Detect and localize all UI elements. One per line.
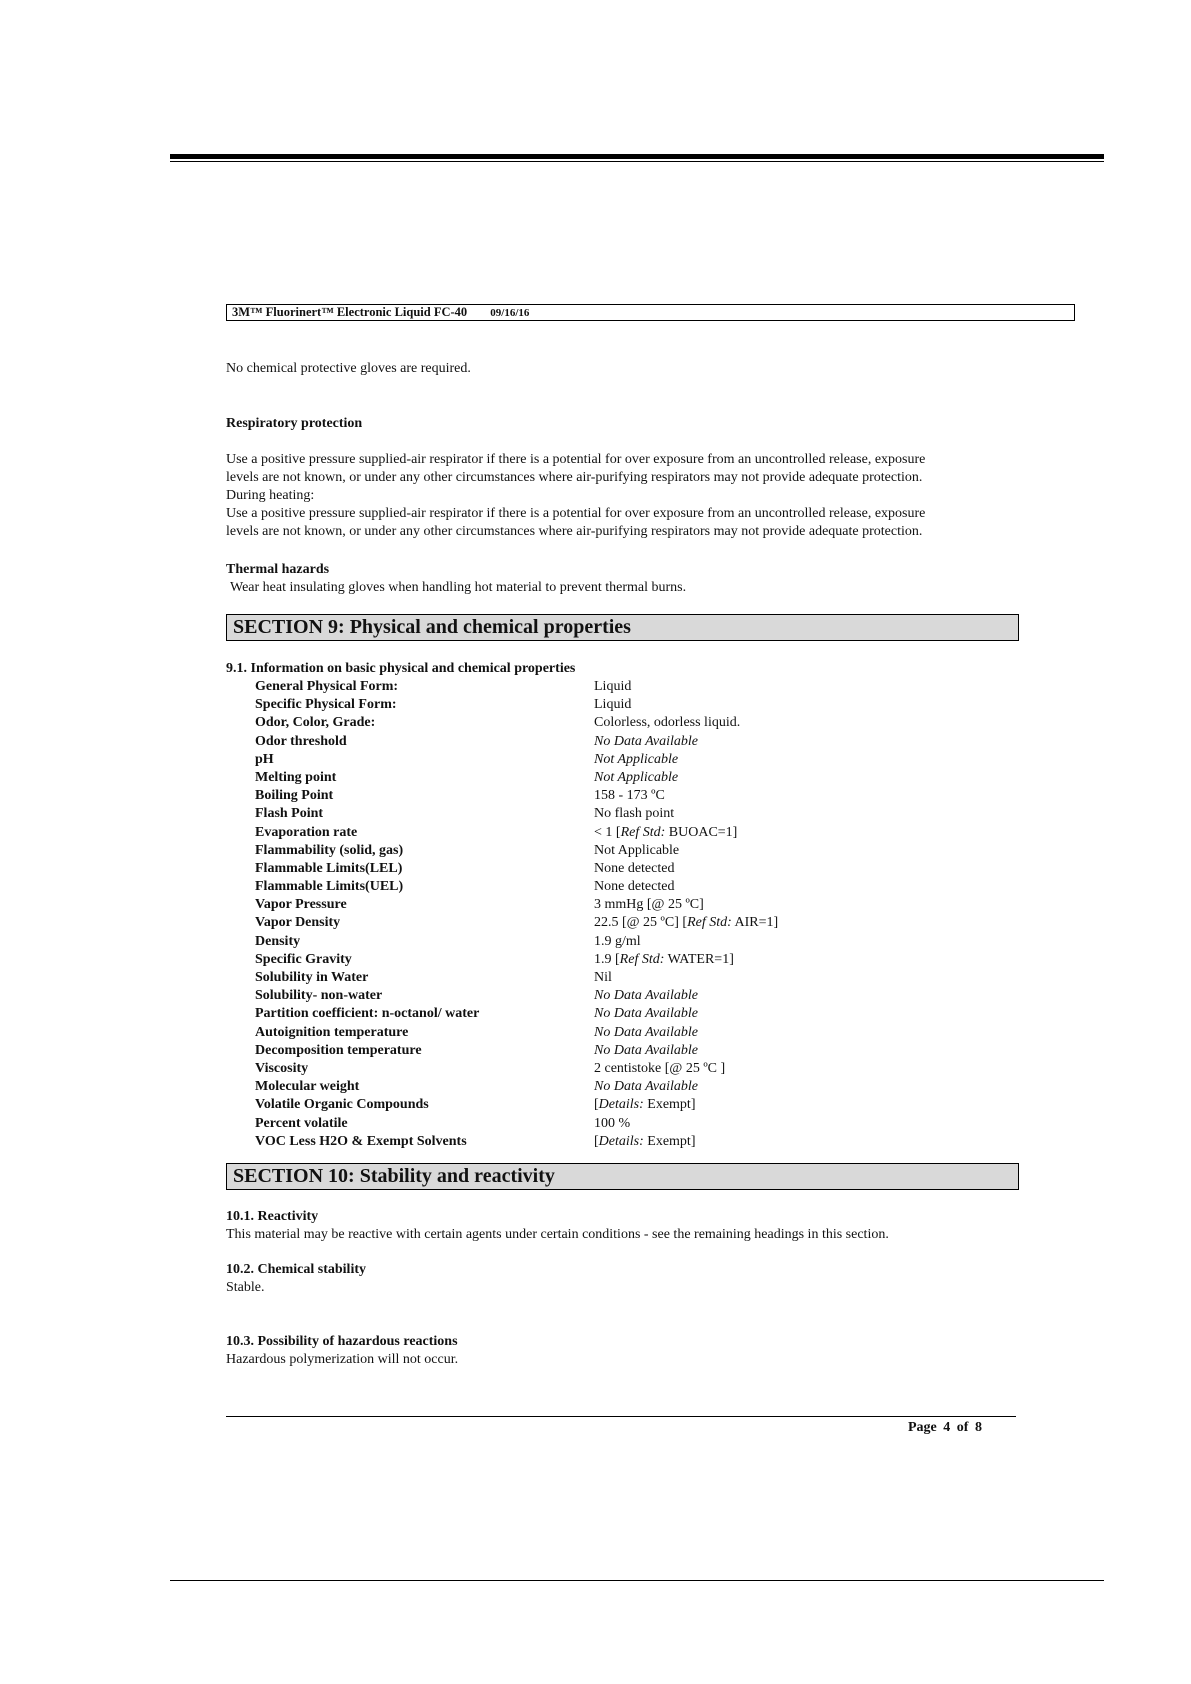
page-current: 4 xyxy=(943,1420,951,1435)
text-line: Use a positive pressure supplied-air respirator if there is a potential for over exposure from an uncontrolled release, exposure xyxy=(226,506,926,521)
property-row xyxy=(226,896,1026,914)
product-name: 3M™ Fluorinert™ Electronic Liquid FC-40 xyxy=(232,305,468,319)
property-label: Flammable Limits(LEL) xyxy=(255,860,403,876)
reactivity-text: This material may be reactive with certain agents under certain conditions - see the remaining headings in this section. xyxy=(226,1227,889,1242)
property-label: Solubility- non-water xyxy=(255,988,383,1004)
property-row xyxy=(226,1060,1026,1078)
property-value: No Data Available xyxy=(594,733,698,749)
property-row xyxy=(226,1078,1026,1096)
property-row xyxy=(226,1133,1026,1151)
property-label: Molecular weight xyxy=(255,1079,360,1095)
property-row xyxy=(226,860,1026,878)
property-label: Viscosity xyxy=(255,1060,309,1076)
property-label: Vapor Density xyxy=(255,915,341,931)
property-value: No Data Available xyxy=(594,1006,698,1022)
page-of-label: of xyxy=(956,1420,969,1435)
document-date: 09/16/16 xyxy=(490,307,530,319)
property-value: Not Applicable xyxy=(594,769,679,785)
property-row xyxy=(226,714,1026,732)
property-value: None detected xyxy=(594,879,675,895)
hazardous-reactions-heading: 10.3. Possibility of hazardous reactions xyxy=(226,1334,458,1349)
property-value: No Data Available xyxy=(594,1079,698,1095)
property-value: 100 % xyxy=(594,1115,631,1131)
property-row xyxy=(226,914,1026,932)
top-double-rule xyxy=(170,154,1104,159)
property-row xyxy=(226,787,1026,805)
top-double-rule-thin xyxy=(170,161,1104,162)
property-label: VOC Less H2O & Exempt Solvents xyxy=(255,1133,467,1149)
respiratory-paragraph-1 xyxy=(226,451,925,541)
property-value: 2 centistoke [@ 25 ºC ] xyxy=(594,1060,726,1076)
property-value: 1.9 g/ml xyxy=(594,933,641,949)
property-label: Decomposition temperature xyxy=(255,1042,422,1058)
property-value: 158 - 173 ºC xyxy=(594,788,665,804)
property-row xyxy=(226,751,1026,769)
section-9-title: SECTION 9: Physical and chemical properties xyxy=(226,614,1019,641)
property-row xyxy=(226,878,1026,896)
thermal-text: Wear heat insulating gloves when handling hot material to prevent thermal burns. xyxy=(230,580,687,595)
property-label: Density xyxy=(255,933,301,949)
property-value: [Details: Exempt] xyxy=(594,1133,696,1149)
section-10-title: SECTION 10: Stability and reactivity xyxy=(226,1163,1019,1190)
property-value: 22.5 [@ 25 ºC] [Ref Std: AIR=1] xyxy=(594,915,779,931)
property-label: Melting point xyxy=(255,769,337,785)
property-label: Percent volatile xyxy=(255,1115,348,1131)
property-row xyxy=(226,733,1026,751)
property-value: None detected xyxy=(594,860,675,876)
property-label: Evaporation rate xyxy=(255,824,358,840)
property-label: Odor, Color, Grade: xyxy=(255,715,376,731)
during-heating-label: During heating: xyxy=(226,488,315,503)
document-header-box xyxy=(226,304,1075,321)
property-row xyxy=(226,951,1026,969)
property-row xyxy=(226,1024,1026,1042)
property-row xyxy=(226,1005,1026,1023)
property-label: Partition coefficient: n-octanol/ water xyxy=(255,1006,480,1022)
property-label: Vapor Pressure xyxy=(255,897,347,913)
property-label: Flammability (solid, gas) xyxy=(255,842,404,858)
property-value: Not Applicable xyxy=(594,842,680,858)
thermal-heading: Thermal hazards xyxy=(226,562,330,577)
property-label: Solubility in Water xyxy=(255,970,369,985)
stability-text: Stable. xyxy=(226,1280,265,1295)
property-row xyxy=(226,987,1026,1005)
text-line: levels are not known, or under any other circumstances where air-purifying respirators may not provide adequate protection. xyxy=(226,470,923,485)
property-value: 1.9 [Ref Std: WATER=1] xyxy=(594,951,734,967)
page-total: 8 xyxy=(974,1420,982,1435)
property-row xyxy=(226,805,1026,823)
reactivity-heading: 10.1. Reactivity xyxy=(226,1209,319,1224)
property-row xyxy=(226,696,1026,714)
property-value: [Details: Exempt] xyxy=(594,1097,696,1113)
footer-rule xyxy=(226,1416,1016,1417)
property-label: Autoignition temperature xyxy=(255,1024,409,1040)
property-label: Specific Gravity xyxy=(255,951,352,967)
properties-table xyxy=(226,678,1026,1151)
property-value: Liquid xyxy=(594,679,632,694)
property-label: Volatile Organic Compounds xyxy=(255,1097,429,1113)
property-row xyxy=(226,842,1026,860)
property-value: Nil xyxy=(594,970,612,985)
property-value: Liquid xyxy=(594,697,632,713)
property-row xyxy=(226,824,1026,842)
property-value: 3 mmHg [@ 25 ºC] xyxy=(594,897,704,913)
property-label: Flash Point xyxy=(255,806,324,822)
stability-heading: 10.2. Chemical stability xyxy=(226,1262,366,1277)
page-number xyxy=(908,1420,982,1436)
property-label: Specific Physical Form: xyxy=(255,697,397,713)
property-value: No Data Available xyxy=(594,1024,698,1040)
hazardous-reactions-text: Hazardous polymerization will not occur. xyxy=(226,1352,459,1367)
bottom-rule xyxy=(170,1580,1104,1581)
section-9-1-heading: 9.1. Information on basic physical and chemical properties xyxy=(226,661,576,676)
property-row xyxy=(226,933,1026,951)
property-row xyxy=(226,678,1026,696)
property-row xyxy=(226,1042,1026,1060)
respiratory-heading: Respiratory protection xyxy=(226,416,363,431)
property-row xyxy=(226,769,1026,787)
property-label: Boiling Point xyxy=(255,788,334,804)
text-line: Use a positive pressure supplied-air respirator if there is a potential for over exposure from an uncontrolled release, exposure xyxy=(226,452,926,467)
property-label: General Physical Form: xyxy=(255,679,399,694)
property-row xyxy=(226,969,1026,987)
property-value: Not Applicable xyxy=(594,751,679,767)
page-label: Page xyxy=(908,1420,937,1435)
property-value: < 1 [Ref Std: BUOAC=1] xyxy=(594,824,738,840)
property-value: No Data Available xyxy=(594,1042,698,1058)
property-value: Colorless, odorless liquid. xyxy=(594,715,741,731)
gloves-note: No chemical protective gloves are required. xyxy=(226,361,471,376)
property-row xyxy=(226,1115,1026,1133)
property-label: pH xyxy=(255,751,274,767)
property-label: Odor threshold xyxy=(255,733,347,749)
property-value: No Data Available xyxy=(594,988,698,1004)
property-row xyxy=(226,1096,1026,1114)
property-label: Flammable Limits(UEL) xyxy=(255,879,404,895)
text-line: levels are not known, or under any other circumstances where air-purifying respirators may not provide adequate protection. xyxy=(226,524,923,539)
property-value: No flash point xyxy=(594,806,675,822)
